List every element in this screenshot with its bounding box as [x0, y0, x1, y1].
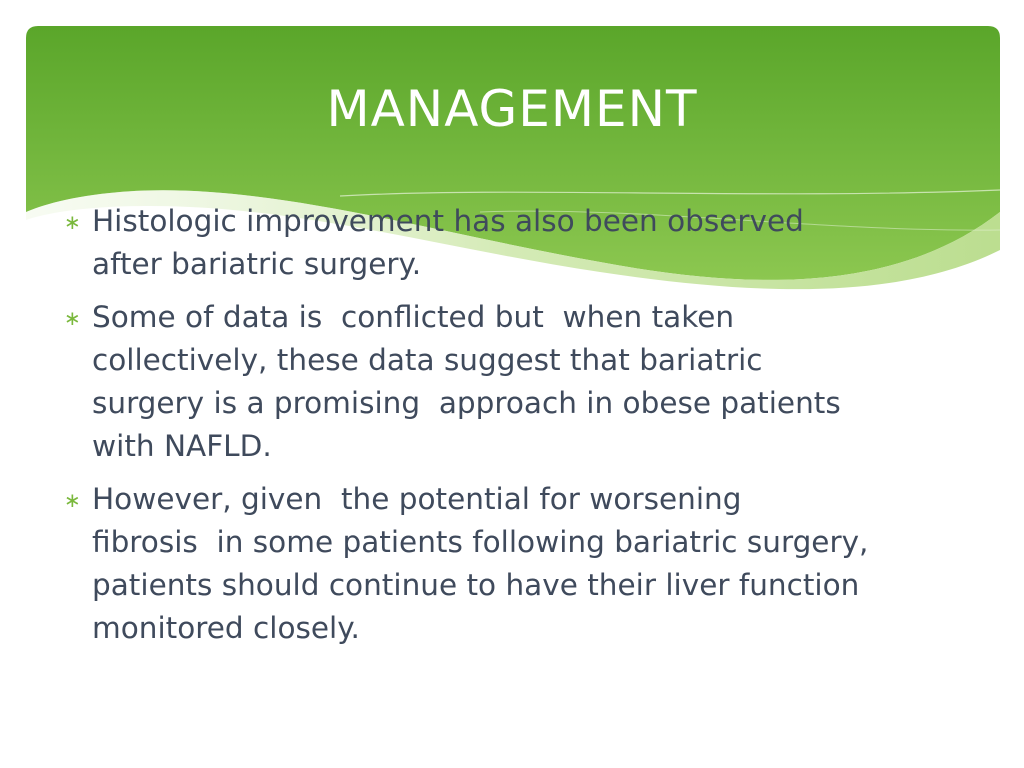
list-item	[60, 200, 990, 286]
bullet-line: surgery is a promising approach in obese patients	[92, 386, 841, 420]
bullet-line: collectively, these data suggest that bariatric	[92, 343, 763, 377]
list-item	[60, 478, 990, 650]
slide-title: MANAGEMENT	[326, 80, 698, 138]
bullet-line: monitored closely.	[92, 611, 360, 645]
bullet-line: with NAFLD.	[92, 429, 272, 463]
list-item	[60, 296, 990, 468]
bullet-line: Some of data is conflicted but when taken	[92, 300, 735, 334]
asterisk-bullet-icon: ∗	[64, 306, 81, 330]
bullet-list	[60, 200, 990, 660]
bullet-line: patients should continue to have their liver function	[92, 568, 860, 602]
bullet-line: after bariatric surgery.	[92, 247, 422, 281]
asterisk-bullet-icon: ∗	[64, 488, 81, 512]
bullet-line: fibrosis in some patients following bariatric surgery,	[92, 525, 869, 559]
bullet-line: However, given the potential for worsening	[92, 482, 742, 516]
bullet-line: Histologic improvement has also been observed	[92, 204, 804, 238]
asterisk-bullet-icon: ∗	[64, 210, 81, 234]
